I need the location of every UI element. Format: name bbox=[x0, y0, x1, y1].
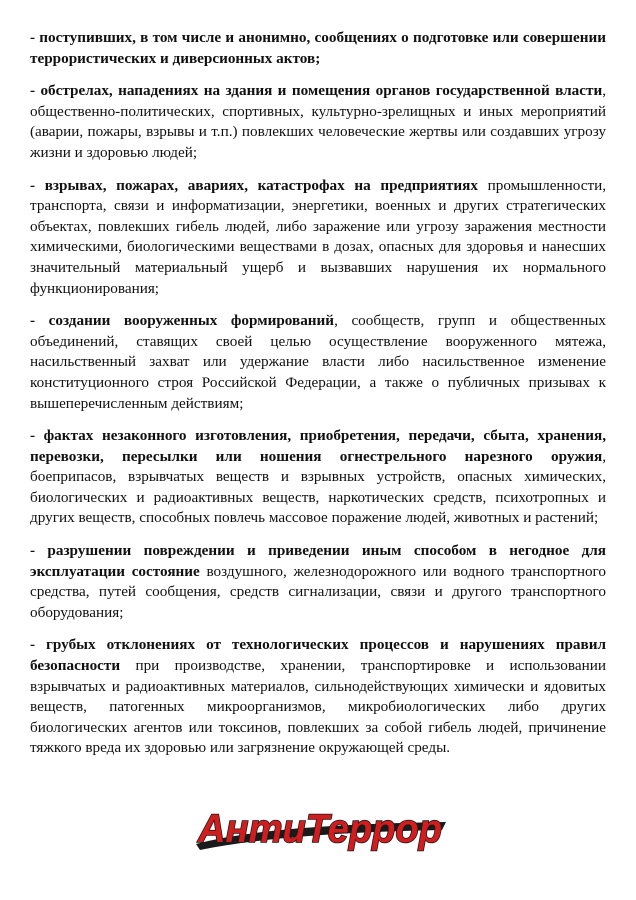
paragraph-4 bbox=[30, 311, 606, 414]
paragraph-1-heading: - поступивших, в том числе и анонимно, сообщениях о подготовке или совершении террористических и диверсионных актов; bbox=[30, 29, 606, 67]
paragraph-6-heading: - разрушении повреждении и приведении иным способом в негодное для эксплуатации состояние bbox=[30, 542, 606, 580]
paragraph-4-heading: - создании вооруженных формирований bbox=[30, 312, 335, 330]
paragraph-5-heading: - фактах незаконного изготовления, приобретения, передачи, сбыта, хранения, перевозки, пересылки или ношения огнестрельного нарезного оружия bbox=[30, 427, 606, 465]
paragraph-1 bbox=[30, 28, 606, 69]
paragraph-2-text: , общественно-политических, спортивных, культурно-зрелищных и иных мероприятий (аварии, пожары, взрывы и т.п.) повлекших человеческие жертвы или создавших угрозу жизни и здоровью людей; bbox=[30, 82, 606, 161]
paragraph-7-heading: - грубых отклонениях от технологических процессов и нарушениях правил безопасности bbox=[30, 636, 606, 675]
paragraph-2-heading: - обстрелах, нападениях на здания и помещения органов государственной власти bbox=[30, 82, 603, 100]
paragraph-7 bbox=[30, 635, 606, 759]
paragraph-3 bbox=[30, 176, 606, 300]
paragraph-6 bbox=[30, 541, 606, 623]
paragraph-3-text: промышленности, транспорта, связи и информатизации, энергетики, военных и других стратегических объектах, повлекших гибель людей, либо заражение или угрозу заражения местности химическими, биологическими веществами в дозах, опасных для здоровья и нанесших значительный материальный ущерб и вызвавших нарушения их нормального функционирования; bbox=[30, 176, 606, 297]
paragraph-3-heading: - взрывах, пожарах, авариях, катастрофах на предприятиях bbox=[30, 176, 478, 194]
paragraph-4-text: , сообществ, групп и общественных объединений, ставящих своей целью осуществление вооруженного мятежа, насильственный захват или удержание власти либо насильственное изменение конституционного строя Российской Федерации, а также о публичных призывах к вышеперечисленным действиям; bbox=[30, 312, 606, 412]
paragraph-6-text: воздушного, железнодорожного или водного транспортного средства, путей сообщения, средств сигнализации, связи и другого транспортного оборудования; bbox=[30, 562, 606, 621]
paragraph-2 bbox=[30, 81, 606, 163]
document-body bbox=[30, 28, 606, 771]
paragraph-7-text: при производстве, хранении, транспортировке и использовании взрывчатых и радиоактивных материалов, сильнодействующих химически и ядовитых веществ, патогенных микроорганизмов, микробиологических либо других биологических агентов или токсинов, повлекших за собой гибель людей, причинение тяжкого вреда их здоровью или загрязнение окружающей среды. bbox=[30, 657, 606, 757]
paragraph-5-text: , боеприпасов, взрывчатых веществ и взрывных устройств, опасных химических, биологических и радиоактивных веществ, наркотических средств, психотропных и других веществ, способных повлечь массовое поражение людей, животных и растений; bbox=[30, 447, 606, 527]
antiterror-logo bbox=[190, 800, 450, 860]
logo-text: АнтиТеррор bbox=[197, 807, 442, 851]
paragraph-5 bbox=[30, 426, 606, 529]
